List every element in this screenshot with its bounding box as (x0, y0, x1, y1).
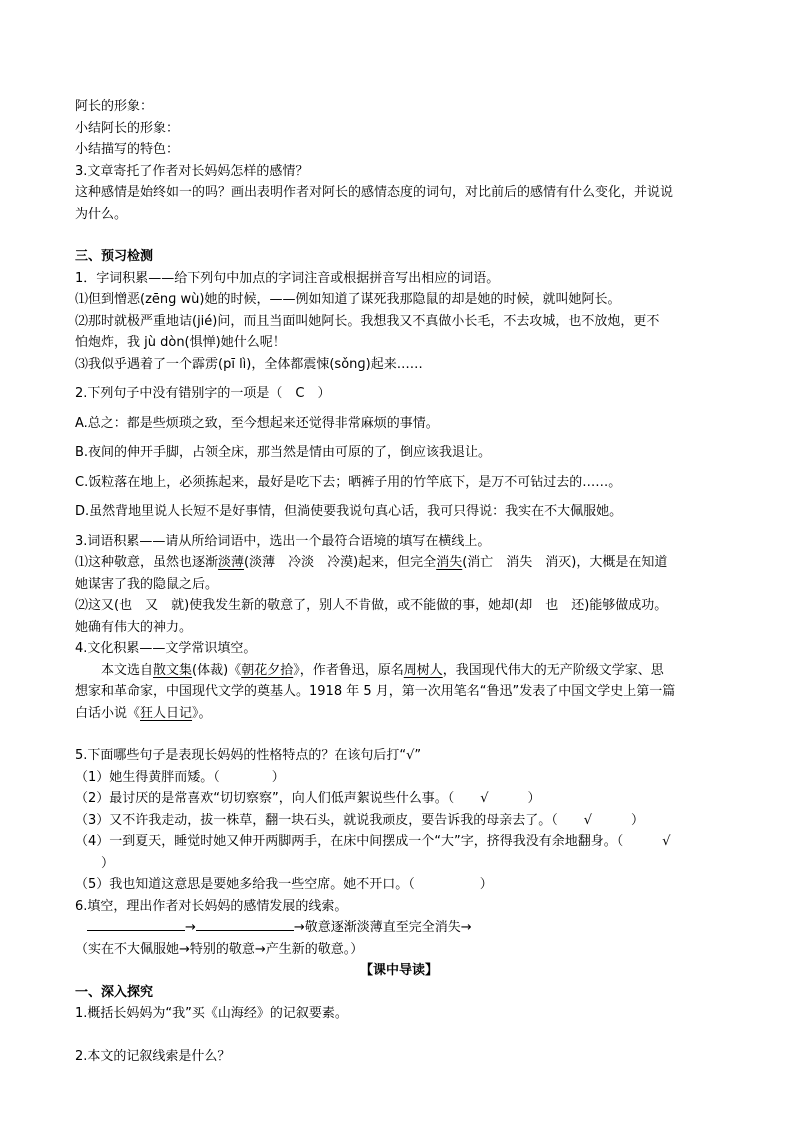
preview-question-6: 6.填空，理出作者对长妈妈的感情发展的线索。 (75, 898, 348, 914)
q4-answer-realname: 周树人 (403, 662, 443, 678)
q4-text-3: 》，作者鲁迅，原名 (293, 662, 404, 678)
preview-q6-chain (75, 917, 723, 939)
review-question-3-follow: 这种感情是始终如一的吗？画出表明作者对阿长的感情态度的词句，对比前后的感情有什么变化，并说说 (75, 185, 674, 200)
preview-question-1: 1．字词积累——给下列句中加点的字词注音或根据拼音写出相应的词语。 (75, 270, 500, 286)
preview-q5-item-1: （1）她生得黄胖而矮。（ ） (75, 769, 285, 785)
q6-blank-2[interactable] (196, 917, 294, 931)
q4-text-4: ，我国现代伟大的无产阶级文学家、思 (442, 662, 664, 678)
preview-q6-answer: （实在不大佩服她→特别的敬意→产生新的敬意。） (75, 941, 364, 957)
review-question-3-follow-cont: 为什么。 (75, 206, 128, 222)
q3-item-1-text-mid: (淡薄 冷淡 冷漠)起来，但完全 (244, 555, 437, 570)
q6-blank-1[interactable] (87, 917, 185, 931)
summary-feature-prompt: 小结描写的特色： (75, 142, 180, 157)
preview-q1-item-3: ⑶我似乎遇着了一个霹雳(pī lì)，全体都震悚(sǒnɡ)起来…… (75, 356, 423, 372)
document-body (75, 96, 723, 1067)
q6-chain-text: →敬意逐渐淡薄直至完全消失→ (293, 920, 472, 935)
preview-q5-item-4-cont: ） (75, 855, 115, 871)
preview-q1-item-2: ⑵那时就极严重地诘(jié)问，而且当面叫她阿长。我想我又不真做小长毛，不去攻城，也不放炮，更不 (75, 313, 660, 329)
azhang-image-prompt: 阿长的形象： (75, 99, 154, 114)
q4-answer-genre: 散文集 (153, 662, 193, 678)
preview-heading: 三、预习检测 (75, 249, 154, 264)
q3-item-1-text: ⑴这种敬意，虽然也逐渐 (75, 555, 219, 570)
preview-q3-item-1 (75, 552, 723, 574)
preview-q5-item-4: （4）一到夏天，睡觉时她又伸开两脚两手，在床中间摆成一个“大”字，挤得我没有余地翻身。（ √ (75, 834, 671, 849)
q3-answer-danbo: 淡薄 (218, 555, 245, 570)
preview-q5-item-3: （3）又不许我走动，拔一株草，翻一块石头，就说我顽皮，要告诉我的母亲去了。（ √ ） (75, 812, 645, 828)
q3-item-1-text-post: (消亡 消失 消灭)，大概是在知道 (462, 555, 668, 570)
preview-q3-item-1-cont: 她谋害了我的隐鼠之后。 (75, 576, 219, 592)
review-question-3: 3.文章寄托了作者对长妈妈怎样的感情？ (75, 163, 309, 179)
q4-text-6: 》。 (192, 705, 212, 721)
preview-q2-option-d: D.虽然背地里说人长短不是好事情，但淌使要我说句真心话，我可只得说：我实在不大佩服她。 (75, 504, 623, 519)
preview-q3-item-2-cont: 她确有伟大的神力。 (75, 619, 193, 635)
preview-q1-item-1: ⑴但到憎恶(zēnɡ wù)她的时候，——例如知道了谋死我那隐鼠的却是她的时候，就叫她阿长。 (75, 292, 621, 307)
guide-question-1: 1.概括长妈妈为“我”买《山海经》的记叙要素。 (75, 1006, 348, 1021)
q4-text-1: 本文选自 (101, 662, 154, 678)
preview-q2-option-c: C.饭粒落在地上，必须拣起来，最好是吃下去；晒裤子用的竹竿底下，是万不可钻过去的……。 (75, 474, 622, 490)
preview-q2-option-a: A.总之：都是些烦琐之致，至今想起来还觉得非常麻烦的事情。 (75, 415, 439, 431)
q4-text-5: 白话小说《 (75, 705, 141, 721)
preview-q1-item-2-cont: 怕炮炸，我 jù dòn(惧惮)她什么呢！ (75, 335, 286, 350)
q6-arrow: → (185, 920, 196, 935)
preview-q3-item-2: ⑵这又(也 又 就)使我发生新的敬意了，别人不肯做，或不能做的事，她却(却 也 还)能够做成功。 (75, 598, 668, 613)
preview-q2-option-b: B.夜间的伸开手脚，占领全床，那当然是情由可原的了，倒应该我退让。 (75, 445, 492, 460)
preview-question-4: 4.文化积累——文学常识填空。 (75, 641, 257, 656)
summary-image-prompt: 小结阿长的形象： (75, 120, 180, 136)
preview-q4-line-2: 想家和革命家，中国现代文学的奠基人。1918 年 5 月，第一次用笔名“鲁迅”发表了中国文学史上第一篇 (75, 684, 676, 699)
preview-question-2: 2.下列句子中没有错别字的一项是（ C ） (75, 386, 331, 401)
guide-section: 一、深入探究 (75, 984, 154, 1000)
preview-question-3: 3.词语积累——请从所给词语中，选出一个最符合语境的填写在横线上。 (75, 533, 491, 549)
guide-heading: 【课中导读】 (359, 963, 438, 978)
preview-q5-item-5: （5）我也知道这意思是要她多给我一些空席。她不开口。（ ） (75, 877, 493, 892)
q4-text-2: (体裁)《 (192, 662, 242, 678)
q4-answer-novel: 狂人日记 (140, 705, 193, 721)
preview-q5-item-2: （2）最讨厌的是常喜欢“切切察察”，向人们低声絮说些什么事。（ √ ） (75, 791, 541, 806)
q3-answer-xiaoshi: 消失 (436, 555, 463, 570)
preview-q4-line-3 (75, 703, 723, 725)
guide-question-2: 2.本文的记叙线索是什么？ (75, 1048, 231, 1064)
q4-answer-book: 朝花夕拾 (241, 662, 294, 678)
preview-question-5: 5.下面哪些句子是表现长妈妈的性格特点的？在该句后打“√” (75, 748, 422, 763)
preview-q4-line-1 (75, 660, 723, 682)
